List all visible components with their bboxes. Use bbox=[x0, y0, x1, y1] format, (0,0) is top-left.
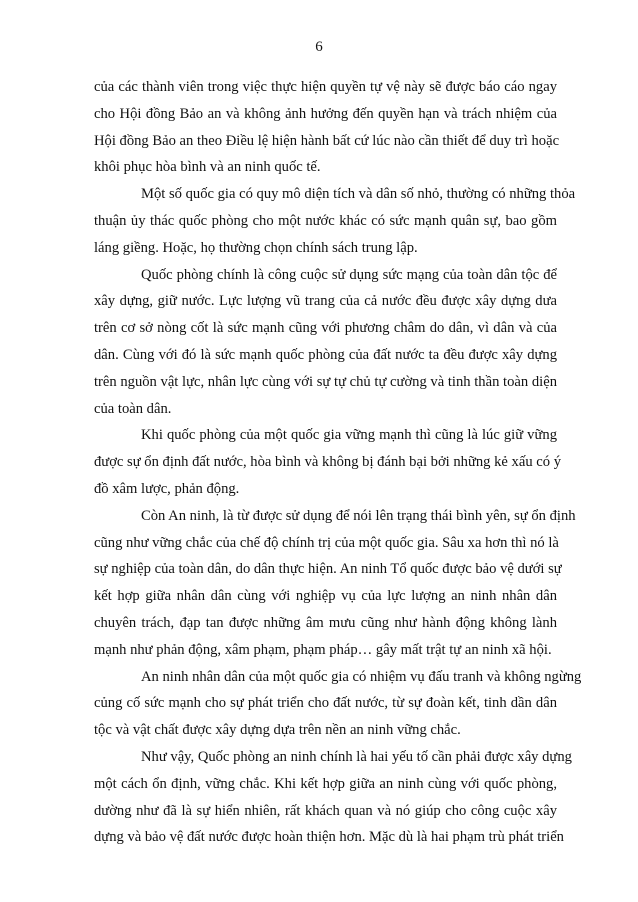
text-line: tộc và vật chất được xây dựng dựa trên nền an ninh vững chắc. bbox=[94, 722, 461, 739]
text-line: mạnh như phản động, xâm phạm, phạm pháp… gây mất trật tự an ninh xã hội. bbox=[94, 641, 552, 658]
text-line: kết hợp giữa nhân dân cùng với nghiệp vụ của lực lượng an ninh nhân dân bbox=[94, 588, 557, 605]
text-line: dân. Cùng với đó là sức mạnh quốc phòng của đất nước ta đều được xây dựng bbox=[94, 346, 557, 363]
text-line: chuyên trách, đạp tan được những âm mưu cũng như hành động không lành bbox=[94, 614, 557, 631]
text-line: láng giềng. Hoặc, họ thường chọn chính sách trung lập. bbox=[94, 239, 418, 256]
text-line: dựng và bảo vệ đất nước được hoàn thiện hơn. Mặc dù là hai phạm trù phát triển bbox=[94, 829, 564, 846]
text-line: Quốc phòng chính là công cuộc sử dụng sức mạng của toàn dân tộc để bbox=[141, 266, 557, 283]
text-line: trên nguồn vật lực, nhân lực cùng với sự tự chủ tự cường và tinh thần toàn diện bbox=[94, 373, 557, 390]
text-line: cũng như vững chắc của chế độ chính trị của một quốc gia. Sâu xa hơn thì nó là bbox=[94, 534, 559, 551]
text-line: dường như đã là sự hiển nhiên, rất khách quan và nó giúp cho công cuộc xây bbox=[94, 802, 557, 819]
text-line: của toàn dân. bbox=[94, 400, 172, 417]
text-line: cho Hội đồng Bảo an và không ảnh hưởng đến quyền hạn và trách nhiệm của bbox=[94, 105, 557, 122]
text-line: Hội đồng Bảo an theo Điều lệ hiện hành bất cứ lúc nào cần thiết để duy trì hoặc bbox=[94, 132, 560, 149]
text-line: trên cơ sở nòng cốt là sức mạnh cũng với phương châm do dân, vì dân và của bbox=[94, 320, 557, 337]
page-number: 6 bbox=[315, 39, 323, 55]
body-text bbox=[94, 74, 582, 851]
text-line: củng cố sức mạnh cho sự phát triển cho đất nước, từ sự đoàn kết, tinh dần dân bbox=[94, 695, 557, 712]
text-line: khôi phục hòa bình và an ninh quốc tế. bbox=[94, 159, 321, 176]
text-line: được sự ổn định đất nước, hòa bình và không bị đánh bại bởi những kẻ xấu có ý bbox=[94, 454, 561, 471]
text-line: Như vậy, Quốc phòng an ninh chính là hai yếu tố cần phải được xây dựng bbox=[141, 748, 572, 765]
text-line: Khi quốc phòng của một quốc gia vững mạnh thì cũng là lúc giữ vững bbox=[141, 427, 557, 444]
text-line: Một số quốc gia có quy mô diện tích và dân số nhỏ, thường có những thỏa bbox=[141, 186, 576, 203]
text-line: sự nghiệp của toàn dân, do dân thực hiện. An ninh Tổ quốc được bảo vệ dưới sự bbox=[94, 561, 562, 578]
text-line: của các thành viên trong việc thực hiện quyền tự vệ này sẽ được báo cáo ngay bbox=[94, 79, 557, 95]
text-line: một cách ổn định, vững chắc. Khi kết hợp giữa an ninh cùng với quốc phòng, bbox=[94, 775, 557, 792]
text-line: Còn An ninh, là từ được sử dụng để nói lên trạng thái bình yên, sự ổn định bbox=[141, 507, 576, 524]
text-line: An ninh nhân dân của một quốc gia có nhiệm vụ đấu tranh và không ngừng bbox=[141, 668, 582, 685]
text-line: đồ xâm lược, phản động. bbox=[94, 480, 240, 497]
text-line: thuận ủy thác quốc phòng cho một nước khác có sức mạnh quân sự, bao gồm bbox=[94, 212, 557, 229]
text-line: xây dựng, giữ nước. Lực lượng vũ trang của cả nước đều được xây dựng dưa bbox=[94, 293, 557, 310]
